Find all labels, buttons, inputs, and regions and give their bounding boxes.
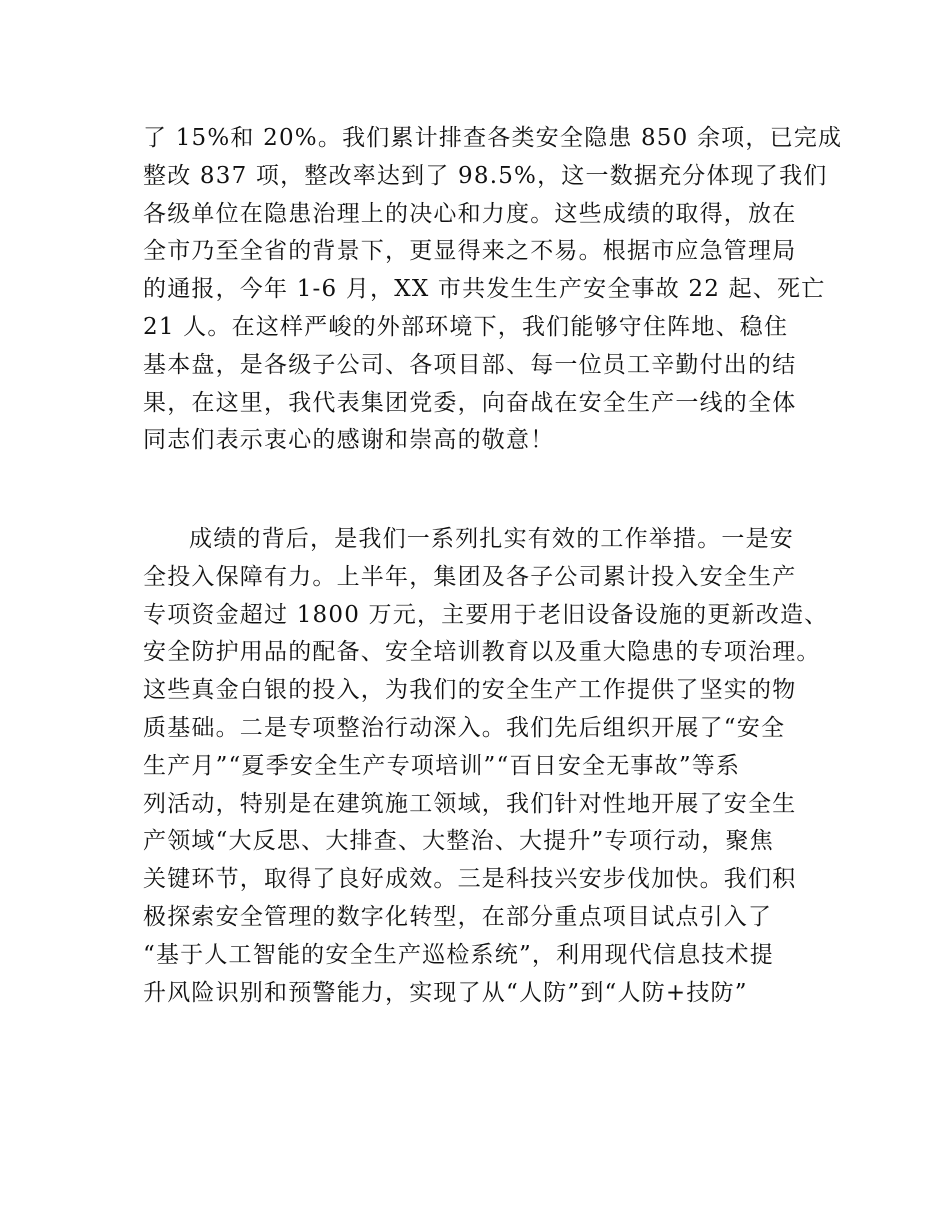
text-line: 关键环节，取得了良好成效。三是科技兴安步伐加快。我们积 xyxy=(143,866,797,893)
text-line: 这些真金白银的投入，为我们的安全生产工作提供了坚实的物 xyxy=(143,677,797,704)
paragraph-2 xyxy=(143,521,829,1012)
text-line: 产领域“大反思、大排查、大整治、大提升”专项行动，聚焦 xyxy=(143,828,774,855)
text-line: 21 人。在这样严峻的外部环境下，我们能够守住阵地、稳住 xyxy=(143,313,789,340)
text-line: “基于人工智能的安全生产巡检系统”，利用现代信息技术提 xyxy=(143,941,774,968)
text-line: 同志们表示衷心的感谢和崇高的敬意！ xyxy=(143,427,555,454)
text-line: 基本盘，是各级子公司、各项目部、每一位员工辛勤付出的结 xyxy=(143,351,797,378)
text-line: 成绩的背后，是我们一系列扎实有效的工作举措。一是安 xyxy=(189,526,794,552)
paragraph-1 xyxy=(143,120,843,460)
text-line: 生产月”“夏季安全生产专项培训”“百日安全无事故”等系 xyxy=(143,752,741,779)
text-line: 各级单位在隐患治理上的决心和力度。这些成绩的取得，放在 xyxy=(143,200,797,227)
text-line: 列活动，特别是在建筑施工领域，我们针对性地开展了安全生 xyxy=(143,790,797,817)
text-line: 安全防护用品的配备、安全培训教育以及重大隐患的专项治理。 xyxy=(143,639,821,666)
text-line: 质基础。二是专项整治行动深入。我们先后组织开展了“安全 xyxy=(143,714,786,741)
text-line: 专项资金超过 1800 万元，主要用于老旧设备设施的更新改造、 xyxy=(143,601,829,628)
text-line: 极探索安全管理的数字化转型，在部分重点项目试点引入了 xyxy=(143,903,773,930)
text-line: 整改 837 项，整改率达到了 98.5%，这一数据充分体现了我们 xyxy=(143,162,828,189)
text-line: 果，在这里，我代表集团党委，向奋战在安全生产一线的全体 xyxy=(143,389,797,416)
text-line: 了 15%和 20%。我们累计排查各类安全隐患 850 余项，已完成 xyxy=(143,125,843,151)
text-line: 升风险识别和预警能力，实现了从“人防”到“人防+技防” xyxy=(143,979,748,1006)
text-line: 全市乃至全省的背景下，更显得来之不易。根据市应急管理局 xyxy=(143,238,797,265)
text-line: 的通报，今年 1-6 月，XX 市共发生生产安全事故 22 起、死亡 xyxy=(143,276,826,303)
text-line: 全投入保障有力。上半年，集团及各子公司累计投入安全生产 xyxy=(143,563,797,590)
